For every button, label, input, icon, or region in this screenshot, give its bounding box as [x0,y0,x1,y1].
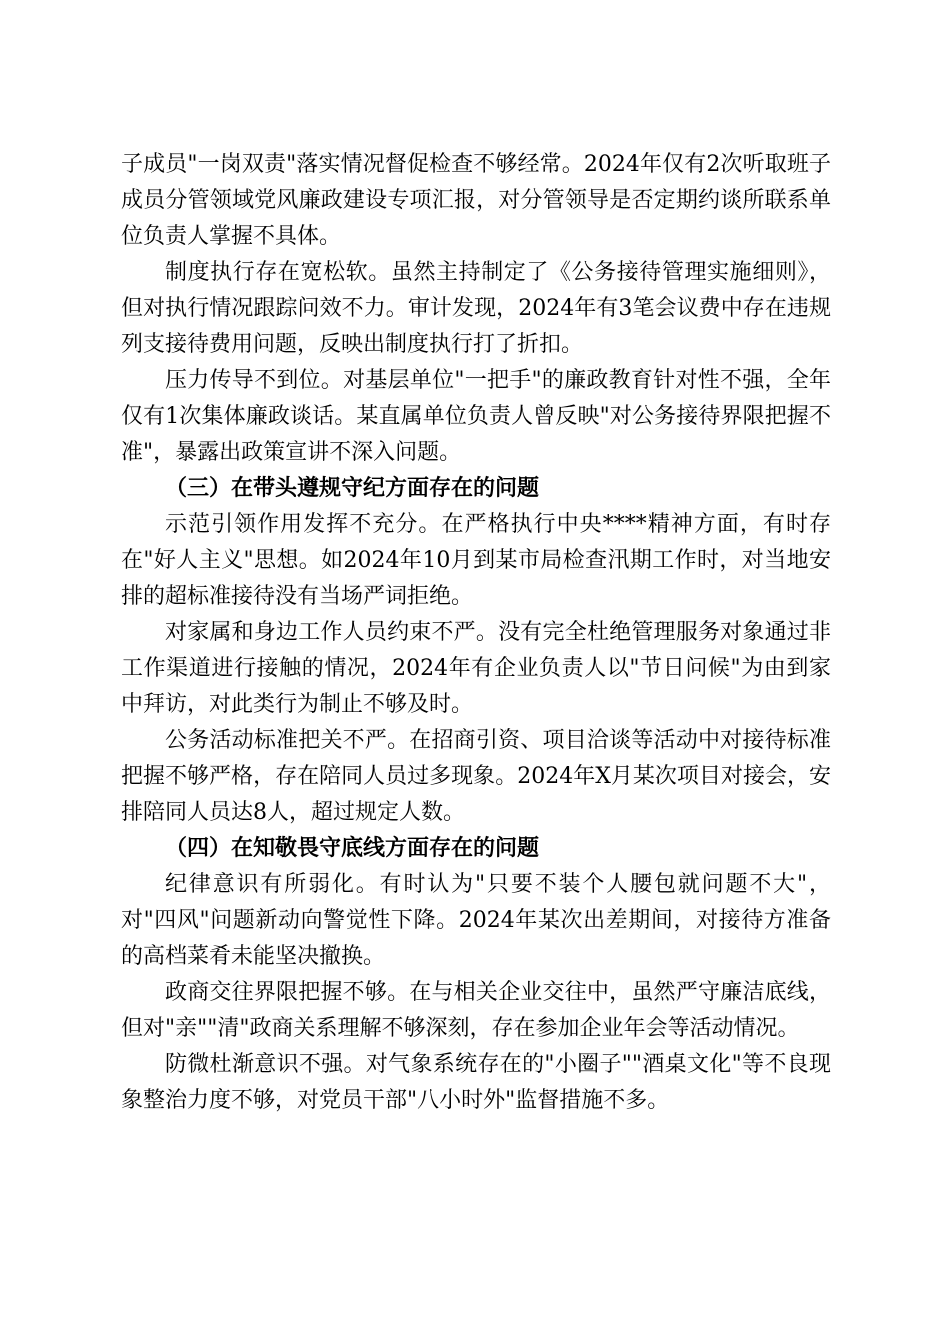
paragraph-system-execution: 制度执行存在宽松软。虽然主持制定了《公务接待管理实施细则》，但对执行情况跟踪问效不力。审计发现，2024年有3笔会议费中存在违规列支接待费用问题，反映出制度执行打了折扣。 [121,260,831,357]
section-heading-4: （四）在知敬畏守底线方面存在的问题 [165,836,540,861]
paragraph-continuation: 子成员"一岗双责"落实情况督促检查不够经常。2024年仅有2次听取班子成员分管领域党风廉政建设专项汇报，对分管领导是否定期约谈所联系单位负责人掌握不具体。 [121,152,831,249]
document-body [121,147,831,1119]
paragraph-discipline-awareness: 纪律意识有所弱化。有时认为"只要不装个人腰包就问题不大"，对"四风"问题新动向警觉性下降。2024年某次出差期间，对接待方准备的高档菜肴未能坚决撤换。 [121,872,831,969]
paragraph-pressure-transmission: 压力传导不到位。对基层单位"一把手"的廉政教育针对性不强，全年仅有1次集体廉政谈话。某直属单位负责人曾反映"对公务接待界限把握不准"，暴露出政策宣讲不深入问题。 [121,368,831,465]
paragraph-official-activity: 公务活动标准把关不严。在招商引资、项目洽谈等活动中对接待标准把握不够严格，存在陪同人员过多现象。2024年X月某次项目对接会，安排陪同人员达8人，超过规定人数。 [121,728,831,825]
paragraph-prevention-awareness: 防微杜渐意识不强。对气象系统存在的"小圈子""酒桌文化"等不良现象整治力度不够，对党员干部"八小时外"监督措施不多。 [121,1052,831,1113]
section-heading-3: （三）在带头遵规守纪方面存在的问题 [165,476,540,501]
paragraph-exemplary-role: 示范引领作用发挥不充分。在严格执行中央****精神方面，有时存在"好人主义"思想。如2024年10月到某市局检查汛期工作时，对当地安排的超标准接待没有当场严词拒绝。 [121,512,831,609]
paragraph-family-constraint: 对家属和身边工作人员约束不严。没有完全杜绝管理服务对象通过非工作渠道进行接触的情况，2024年有企业负责人以"节日问候"为由到家中拜访，对此类行为制止不够及时。 [121,620,831,717]
paragraph-business-relations: 政商交往界限把握不够。在与相关企业交往中，虽然严守廉洁底线，但对"亲""清"政商关系理解不够深刻，存在参加企业年会等活动情况。 [121,980,831,1041]
